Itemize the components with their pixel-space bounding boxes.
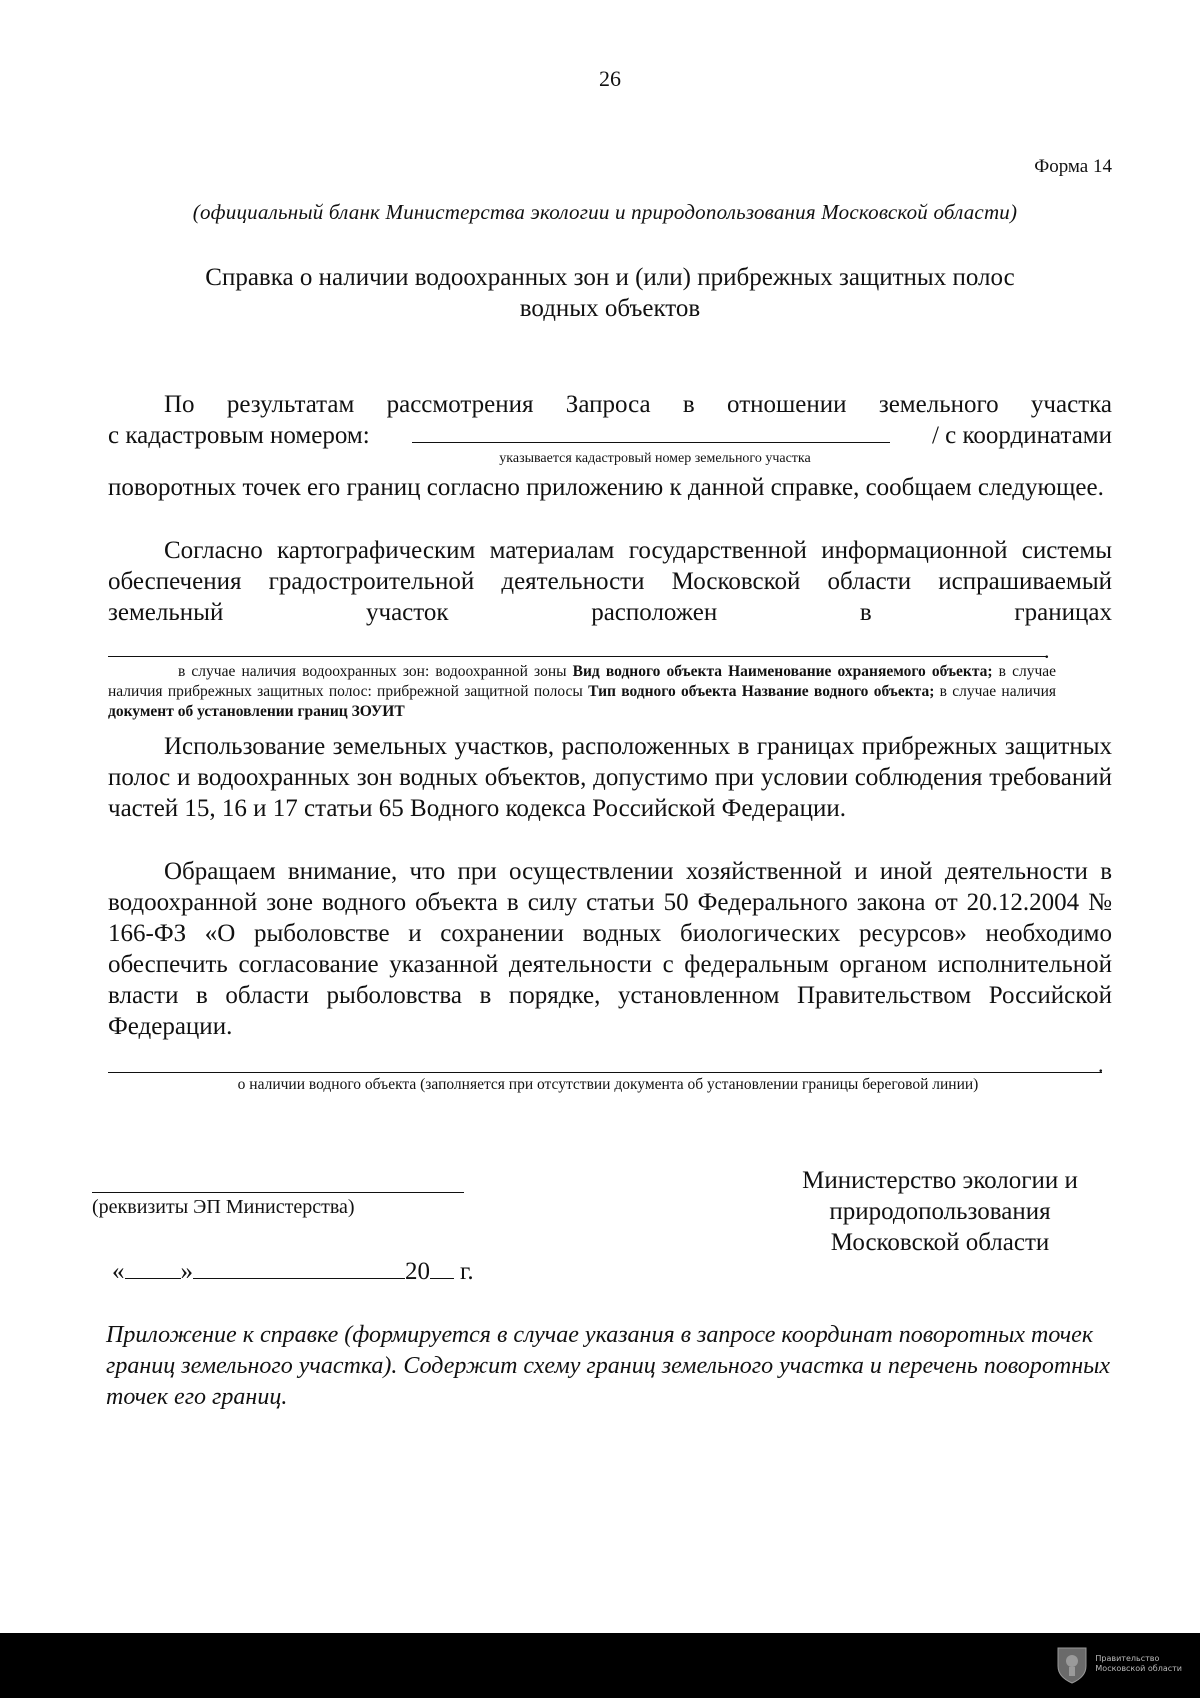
day-blank — [125, 1256, 181, 1279]
cadastral-prefix: с кадастровым номером: — [108, 422, 370, 449]
cadastral-hint: указывается кадастровый номер земельного участка — [499, 451, 811, 466]
signature-caption: (реквизиты ЭП Министерства) — [92, 1196, 355, 1218]
ministry-name: Министерство экологии и природопользования Московской области — [802, 1167, 1078, 1256]
date-row: « » 20 г. — [112, 1258, 474, 1285]
location-paragraph: Согласно картографическим материалам государственной информационной системы обеспечения градостроительной деятельности Московской области испрашиваемый земельный участок расположен в границах — [108, 537, 1112, 626]
request-line-3: поворотных точек его границ согласно приложению к данной справке, сообщаем следующее. — [108, 474, 1104, 501]
page-number: 26 — [599, 66, 621, 91]
cadastral-row — [108, 420, 1112, 451]
month-blank — [193, 1256, 405, 1279]
footer-caption: Правительство Московской области — [1095, 1654, 1182, 1673]
location-period: . — [1044, 638, 1050, 663]
water-object-fill-line — [108, 1072, 1102, 1073]
appendix-note: Приложение к справке (формируется в случае указания в запросе координат поворотных точек границ земельного участка). Содержит схему границ земельного участка и перечень поворотных точек его границ. — [106, 1322, 1111, 1410]
document-title — [120, 262, 1100, 324]
title-line-1: Справка о наличии водоохранных зон и (или) прибрежных защитных полос — [205, 264, 1015, 291]
signature-line — [92, 1192, 464, 1193]
coat-of-arms-icon — [1055, 1644, 1089, 1684]
water-object-period: . — [1098, 1052, 1104, 1077]
zone-note: в случае наличия водоохранных зон: водоохранной зоны Вид водного объекта Наименование охраняемого объекта; в случае наличия прибрежных защитных полос: прибрежной защитной полосы Тип водного объекта Название водного объекта; в случае наличия документ об установлении границ ЗОУИТ — [108, 663, 1056, 720]
usage-paragraph: Использование земельных участков, расположенных в границах прибрежных защитных полос и водоохранных зон водных объектов, допустимо при условии соблюдения требований частей 15, 16 и 17 статьи 65 Водного кодекса Российской Федерации. — [108, 733, 1112, 822]
location-fill-line — [108, 656, 1046, 657]
official-blank-note: (официальный бланк Министерства экологии и природопользования Московской области) — [192, 200, 1018, 224]
cadastral-suffix: / с координатами — [931, 422, 1112, 449]
request-line-1: По результатам рассмотрения Запроса в отношении земельного участка — [164, 391, 1112, 418]
footer-bar — [0, 1633, 1200, 1698]
year-blank — [430, 1256, 454, 1279]
title-line-2: водных объектов — [519, 295, 701, 322]
water-object-note: о наличии водного объекта (заполняется при отсутствии документа об установлении границы береговой линии) — [237, 1076, 979, 1093]
attention-paragraph: Обращаем внимание, что при осуществлении хозяйственной и иной деятельности в водоохранной зоне водного объекта в силу статьи 50 Федерального закона от 20.12.2004 № 166-ФЗ «О рыболовстве и сохранении водных биологических ресурсов» необходимо обеспечить согласование указанной деятельности с федеральным органом исполнительной власти в области рыболовства в порядке, установленном Правительством Российской Федерации. — [108, 858, 1112, 1040]
footer-logo — [1055, 1644, 1182, 1684]
cadastral-number-blank — [412, 420, 890, 443]
form-label: Форма 14 — [1034, 156, 1112, 177]
